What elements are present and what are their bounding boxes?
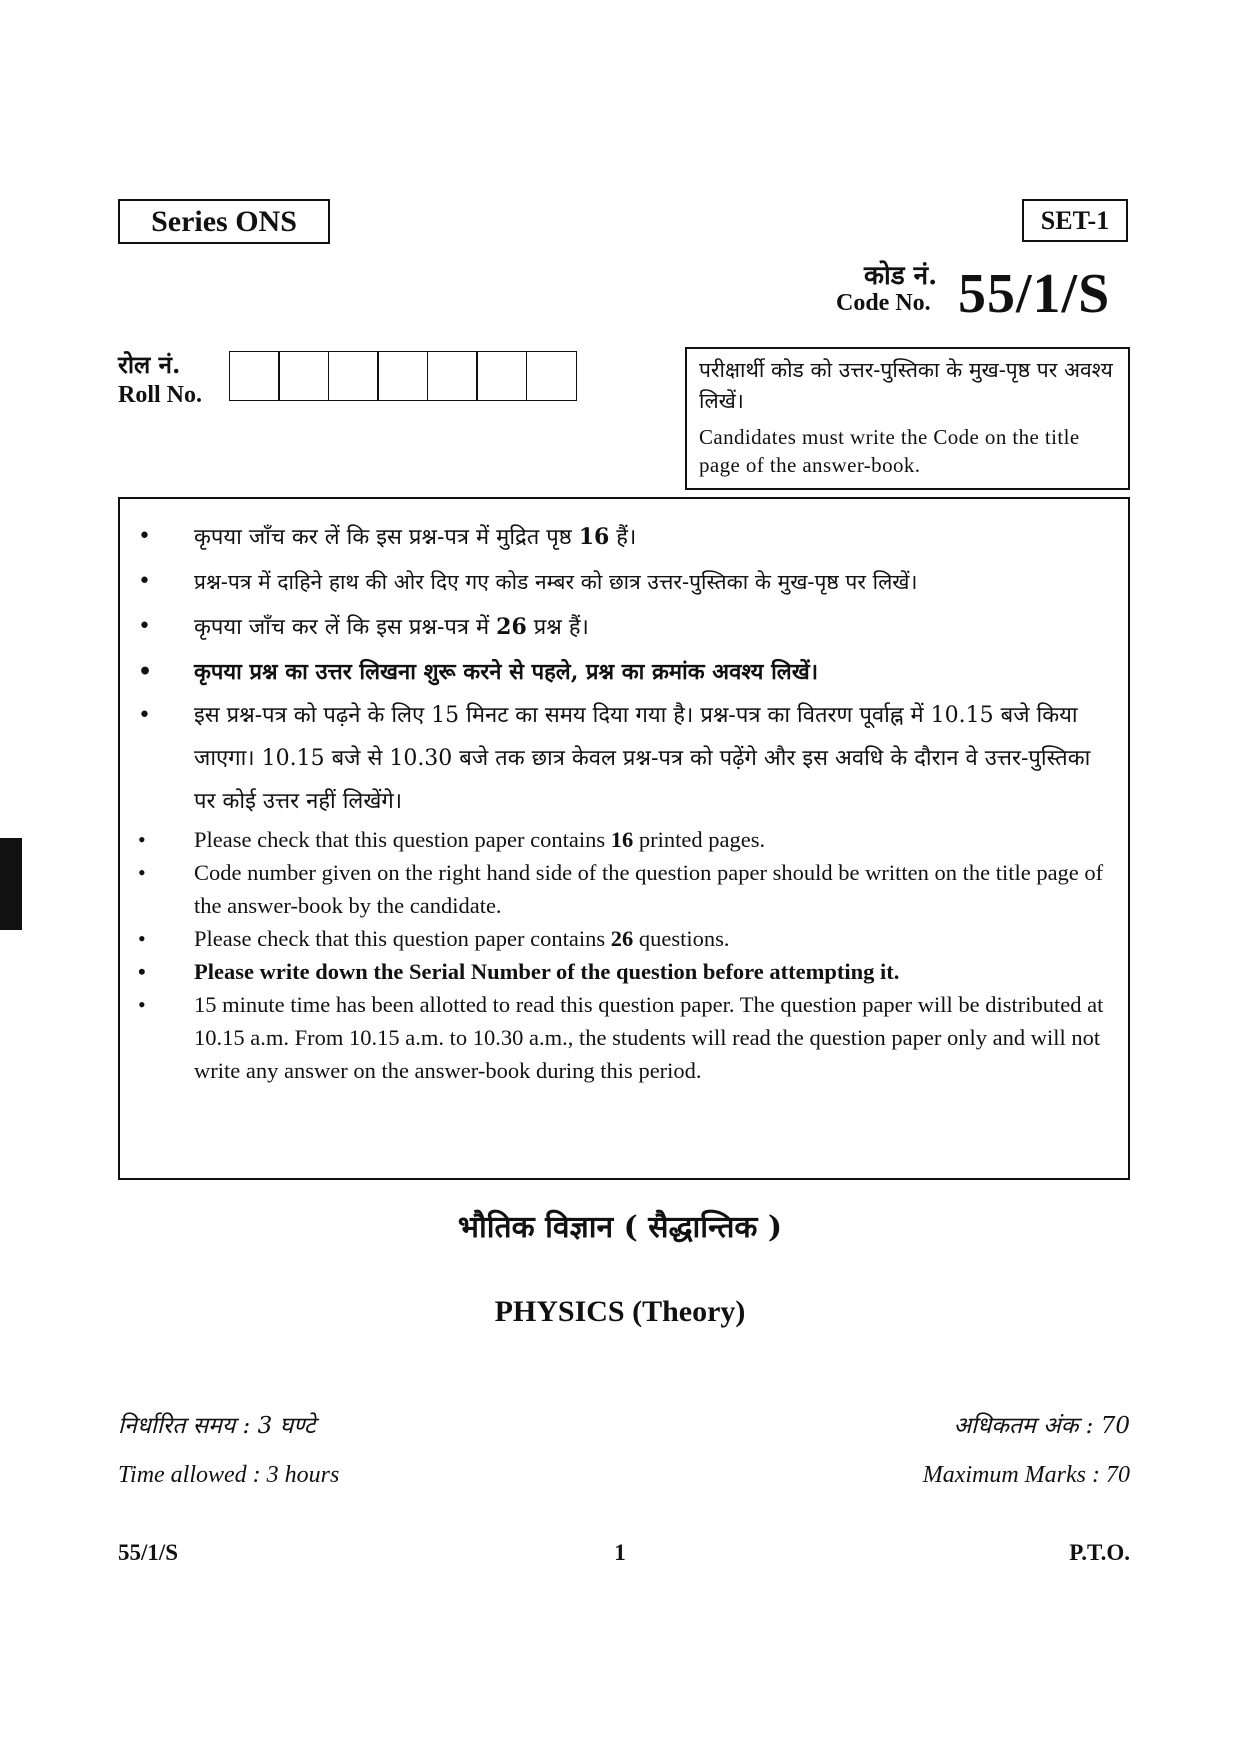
instruction-text: Please write down the Serial Number of the question before attempting it.: [194, 959, 900, 984]
instruction-english-3: [134, 922, 1114, 955]
instruction-text: कृपया जाँच कर लें कि इस प्रश्न-पत्र में: [194, 615, 497, 640]
instruction-english-4: [134, 955, 1114, 988]
instruction-english-2: [134, 856, 1114, 922]
candidate-note-english: Candidates must write the Code on the title page of the answer-book.: [699, 425, 1080, 477]
instruction-text: इस प्रश्न-पत्र को पढ़ने के लिए 15 मिनट का समय दिया गया है। प्रश्न-पत्र का वितरण पूर्वाह्न में 10.15 बजे किया जाएगा। 10.15 बजे से 10.30 बजे तक छात्र केवल प्रश्न-पत्र को पढ़ेंगे और इस अवधि के दौरान वे उत्तर-पुस्तिका पर कोई उत्तर नहीं लिखेंगे।: [194, 703, 1091, 814]
instruction-english-1: [134, 823, 1114, 856]
bullet: •: [138, 860, 146, 885]
roll-cell[interactable]: [229, 351, 280, 401]
instruction-text: कृपया प्रश्न का उत्तर लिखना शुरू करने से पहले, प्रश्न का क्रमांक अवश्य लिखें।: [194, 659, 819, 685]
instruction-text: कृपया जाँच कर लें कि इस प्रश्न-पत्र में मुद्रित पृष्ठ: [194, 525, 579, 550]
candidate-note-box: [685, 347, 1130, 490]
instruction-text: Please check that this question paper contains: [194, 926, 611, 951]
subject-title-hindi: भौतिक विज्ञान ( सैद्धान्तिक ): [457, 1210, 783, 1245]
time-allowed: Time allowed : 3 hours: [118, 1462, 340, 1488]
roll-cell[interactable]: [278, 351, 329, 401]
bullet: •: [138, 992, 146, 1017]
instruction-text: Please check that this question paper contains: [194, 827, 611, 852]
instruction-text: questions.: [633, 926, 730, 951]
set-label: [1022, 199, 1128, 242]
set-text: SET-1: [1040, 205, 1110, 235]
roll-cell[interactable]: [526, 351, 577, 401]
code-label-hindi: कोड नं.: [864, 261, 938, 291]
max-marks: Maximum Marks : 70: [922, 1462, 1130, 1488]
roll-label: Roll No.: [118, 382, 202, 408]
roll-number-boxes: [230, 351, 577, 401]
bullet: •: [138, 703, 151, 728]
footer-code: 55/1/S: [118, 1540, 179, 1565]
pto-label: P.T.O.: [1069, 1540, 1130, 1565]
instruction-number: 16: [578, 524, 610, 550]
bullet: •: [138, 614, 151, 639]
bullet: •: [138, 827, 146, 852]
roll-cell[interactable]: [377, 351, 428, 401]
time-allowed-hindi: निर्धारित समय : 3 घण्टे: [118, 1413, 316, 1439]
instruction-text: Code number given on the right hand side of the question paper should be written on the title page of the answer-book by the candidate.: [194, 860, 1104, 918]
instruction-number: 26: [496, 614, 527, 640]
bullet: •: [138, 926, 146, 951]
instruction-hindi-4: [134, 650, 1114, 694]
code-value: 55/1/S: [958, 263, 1111, 325]
series-label: [118, 199, 330, 244]
instruction-text: हैं।: [609, 525, 637, 550]
roll-cell[interactable]: [328, 351, 379, 401]
bullet: •: [138, 959, 146, 984]
side-marker-bar: [0, 838, 22, 930]
instruction-hindi-1: [134, 515, 1114, 560]
instruction-english-5: [134, 988, 1114, 1087]
roll-cell[interactable]: [476, 351, 527, 401]
series-text: Series ONS: [151, 204, 297, 238]
max-marks-hindi: अधिकतम अंक : 70: [953, 1413, 1130, 1439]
instruction-text: प्रश्न-पत्र में दाहिने हाथ की ओर दिए गए कोड नम्बर को छात्र उत्तर-पुस्तिका के मुख-पृष्ठ पर लिखें।: [194, 570, 918, 594]
instruction-number: 26: [610, 926, 634, 951]
page-number: 1: [614, 1540, 626, 1565]
instruction-text: 15 minute time has been allotted to read this question paper. The question paper will be distributed at 10.15 a.m. From 10.15 a.m. to 10.30 a.m., the students will read the question paper only and will not write any answer on the answer-book during this period.: [194, 992, 1104, 1083]
candidate-note-hindi: परीक्षार्थी कोड को उत्तर-पुस्तिका के मुख-पृष्ठ पर अवश्य लिखें।: [699, 358, 1113, 413]
roll-cell[interactable]: [427, 351, 478, 401]
code-label: Code No.: [836, 290, 931, 316]
instruction-text: printed pages.: [633, 827, 766, 852]
bullet: •: [138, 569, 151, 594]
instruction-hindi-3: [134, 605, 1114, 650]
instruction-number: 16: [610, 827, 634, 852]
instructions-box: [118, 497, 1130, 1180]
roll-label-hindi: रोल नं.: [118, 350, 181, 379]
instruction-hindi-2: [134, 560, 1114, 605]
subject-title: PHYSICS (Theory): [494, 1295, 746, 1328]
bullet: •: [138, 659, 153, 685]
instruction-text: प्रश्न हैं।: [526, 615, 589, 640]
instructions-list: [134, 515, 1114, 1087]
instruction-hindi-5: [134, 694, 1114, 823]
bullet: •: [138, 524, 151, 549]
